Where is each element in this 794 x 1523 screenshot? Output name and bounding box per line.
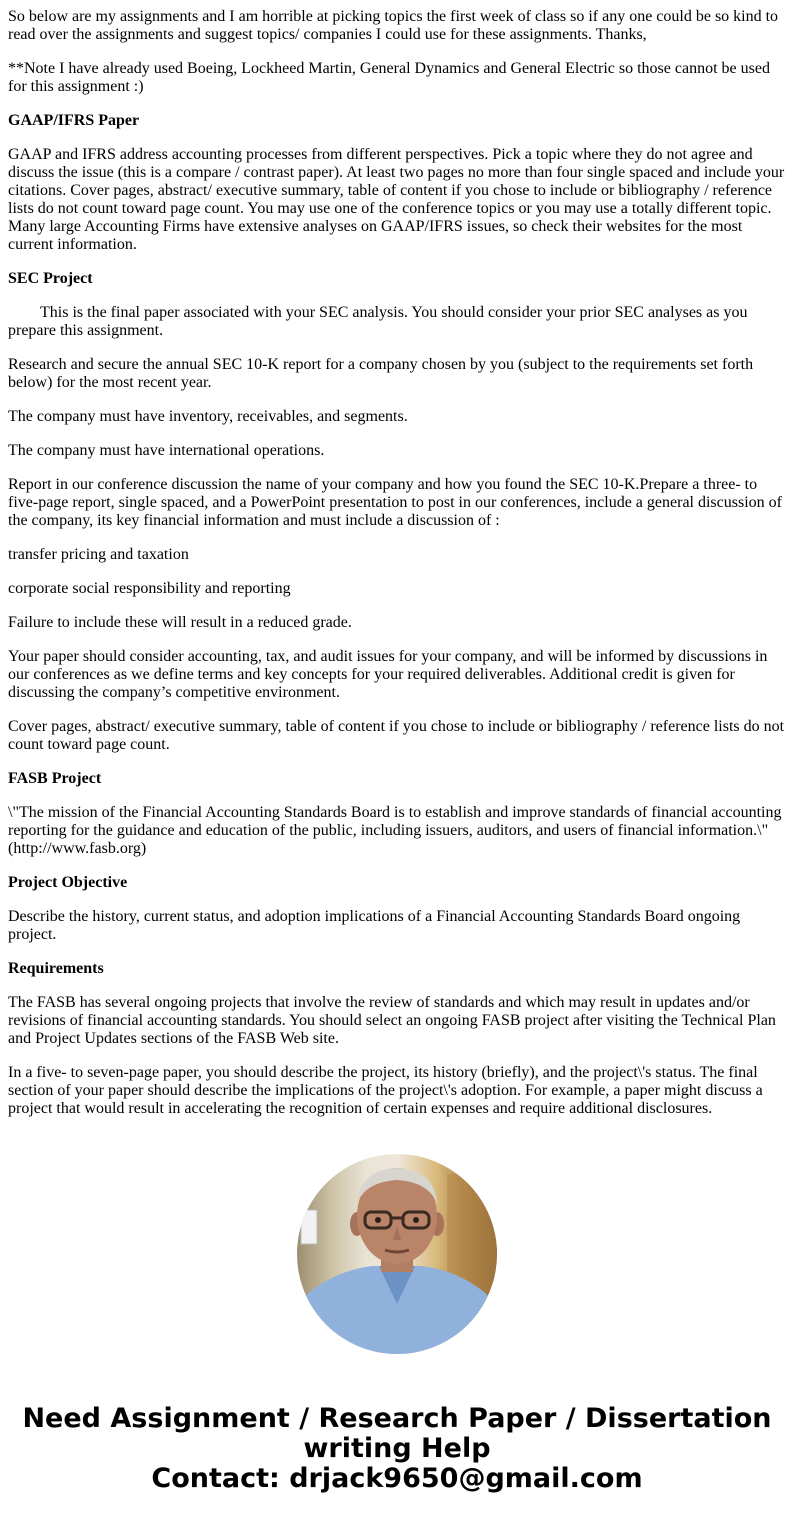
intro-paragraph: So below are my assignments and I am horrible at picking topics the first week of class so if any one could be so kind to read over the assignments and suggest topics/ companies I could use for these assignments. Thanks, <box>8 8 779 43</box>
sec-paragraph: Your paper should consider accounting, tax, and audit issues for your company, and will be informed by discussions in our conferences as we define terms and key concepts for your required deliverables. Additional credit is given for discussing the company’s competitive environment. <box>8 648 768 701</box>
section-heading-sec: SEC Project <box>8 270 93 287</box>
requirements-paragraph: In a five- to seven-page paper, you should describe the project, its history (briefly), and the project\'s status. The final section of your paper should describe the implications of the project\'s adoption. For example, a paper might discuss a project that would result in accelerating the recognition of certain expenses and require additional disclosures. <box>8 1064 763 1117</box>
sec-paragraph: Research and secure the annual SEC 10-K report for a company chosen by you (subject to the requirements set forth below) for the most recent year. <box>8 356 754 391</box>
sec-paragraph: Report in our conference discussion the name of your company and how you found the SEC 10-K.Prepare a three- to five-page report, single spaced, and a PowerPoint presentation to post in our conferences, include a general discussion of the company, its key financial information and must include a discussion of : <box>8 476 782 529</box>
section-heading-fasb: FASB Project <box>8 770 102 787</box>
sec-paragraph: Cover pages, abstract/ executive summary, table of content if you chose to include or bibliography / reference lists do not count toward page count. <box>8 718 785 753</box>
footer-banner <box>0 1404 794 1494</box>
avatar <box>297 1154 497 1354</box>
sec-intro-paragraph: This is the final paper associated with your SEC analysis. You should consider your prior SEC analyses as you prepare this assignment. <box>8 304 748 339</box>
sec-discussion-item: corporate social responsibility and reporting <box>8 580 291 597</box>
footer-line: writing Help <box>303 1433 491 1464</box>
requirements-paragraph: The FASB has several ongoing projects that involve the review of standards and which may result in updates and/or revisions of financial accounting standards. You should select an ongoing FASB project after visiting the Technical Plan and Project Updates sections of the FASB Web site. <box>8 994 776 1047</box>
fasb-mission-quote: \"The mission of the Financial Accounting Standards Board is to establish and improve standards of financial accounting reporting for the guidance and education of the public, including issuers, auditors, and users of financial information.\"(http://www.fasb.org) <box>8 804 782 857</box>
section-heading-gaap-ifrs: GAAP/IFRS Paper <box>8 112 140 129</box>
sec-paragraph: Failure to include these will result in a reduced grade. <box>8 614 352 631</box>
sec-requirement-item: The company must have inventory, receivables, and segments. <box>8 408 408 425</box>
footer-line: Need Assignment / Research Paper / Dissertation <box>22 1403 772 1434</box>
section-heading-objective: Project Objective <box>8 874 128 891</box>
sec-discussion-item: transfer pricing and taxation <box>8 546 189 563</box>
objective-paragraph: Describe the history, current status, and adoption implications of a Financial Accounting Standards Board ongoing project. <box>8 908 741 943</box>
sec-requirement-item: The company must have international operations. <box>8 442 325 459</box>
footer-contact: Contact: drjack9650@gmail.com <box>151 1463 643 1494</box>
section-heading-requirements: Requirements <box>8 960 104 977</box>
avatar-container <box>0 1154 794 1354</box>
gaap-ifrs-paragraph: GAAP and IFRS address accounting processes from different perspectives. Pick a topic where they do not agree and discuss the issue (this is a compare / contrast paper). At least two pages no more than four single spaced and include your citations. Cover pages, abstract/ executive summary, table of content if you chose to include or bibliography / reference lists do not count toward page count. You may use one of the conference topics or you may use a totally different topic. Many large Accounting Firms have extensive analyses on GAAP/IFRS issues, so check their websites for the most current information. <box>8 146 785 253</box>
avatar-portrait-icon <box>297 1154 497 1354</box>
note-paragraph: **Note I have already used Boeing, Lockheed Martin, General Dynamics and General Electric so those cannot be used for this assignment :) <box>8 60 770 95</box>
